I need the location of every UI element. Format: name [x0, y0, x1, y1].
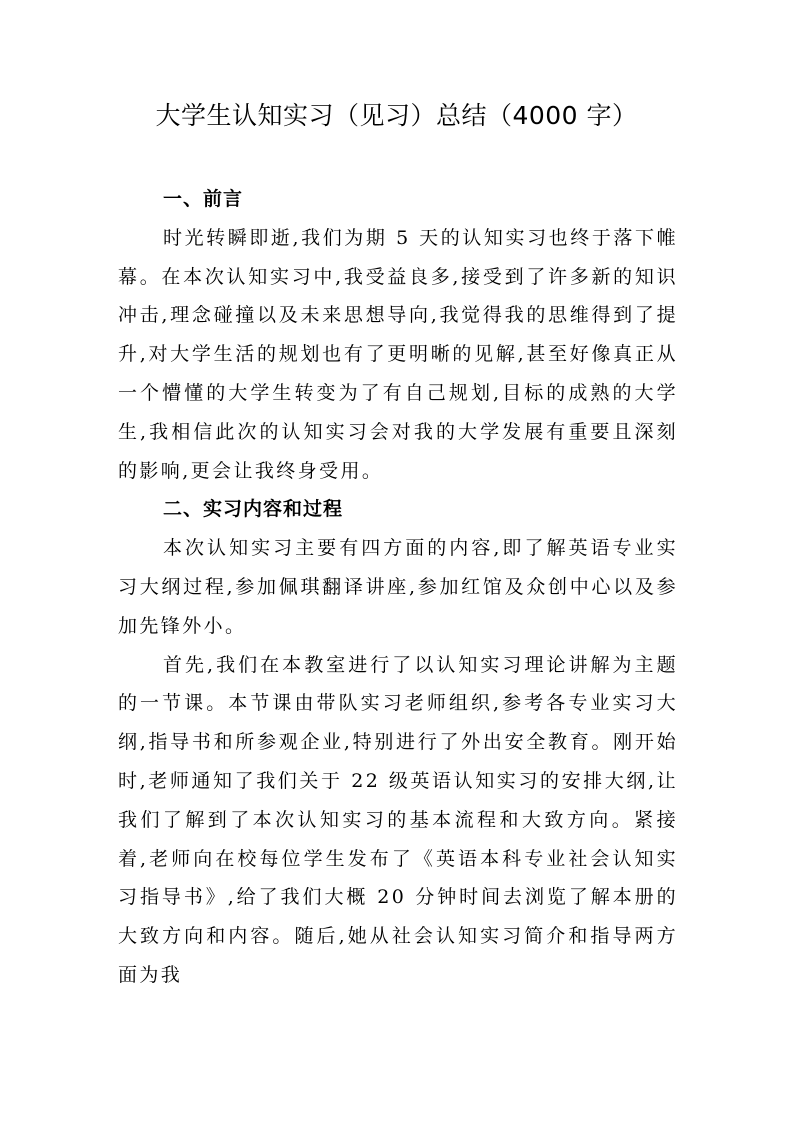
paragraph: 首先,我们在本教室进行了以认知实习理论讲解为主题的一节课。本节课由带队实习老师组织,参考各专业实习大纲,指导书和所参观企业,特别进行了外出安全教育。刚开始时,老师通知了我们关于 22 级英语认知实习的安排大纲,让我们了解到了本次认知实习的基本流程和大致方向。紧接着,老师向在校每位学生发布了《英语本科专业社会认知实习指导书》,给了我们大概 20 分钟时间去浏览了解本册的大致方向和内容。随后,她从社会认知实习简介和指导两方面为我 — [118, 653, 678, 986]
paragraph: 本次认知实习主要有四方面的内容,即了解英语专业实习大纲过程,参加佩琪翻译讲座,参加红馆及众创中心以及参加先锋外小。 — [118, 537, 678, 637]
section-content-process — [118, 490, 678, 994]
paragraph: 时光转瞬即逝,我们为期 5 天的认知实习也终于落下帷幕。在本次认知实习中,我受益良多,接受到了许多新的知识冲击,理念碰撞以及未来思想导向,我觉得我的思维得到了提升,对大学生活的规划也有了更明晰的见解,甚至好像真正从一个懵懂的大学生转变为了有自己规划,目标的成熟的大学生,我相信此次的认知实习会对我的大学发展有重要且深刻的影响,更会让我终身受用。 — [118, 226, 678, 482]
document-body — [118, 180, 678, 995]
document-title: 大学生认知实习（见习）总结（4000 字） — [155, 101, 638, 130]
section-preface — [118, 180, 678, 490]
section-heading: 一、前言 — [163, 188, 244, 210]
section-heading: 二、实习内容和过程 — [163, 498, 344, 521]
